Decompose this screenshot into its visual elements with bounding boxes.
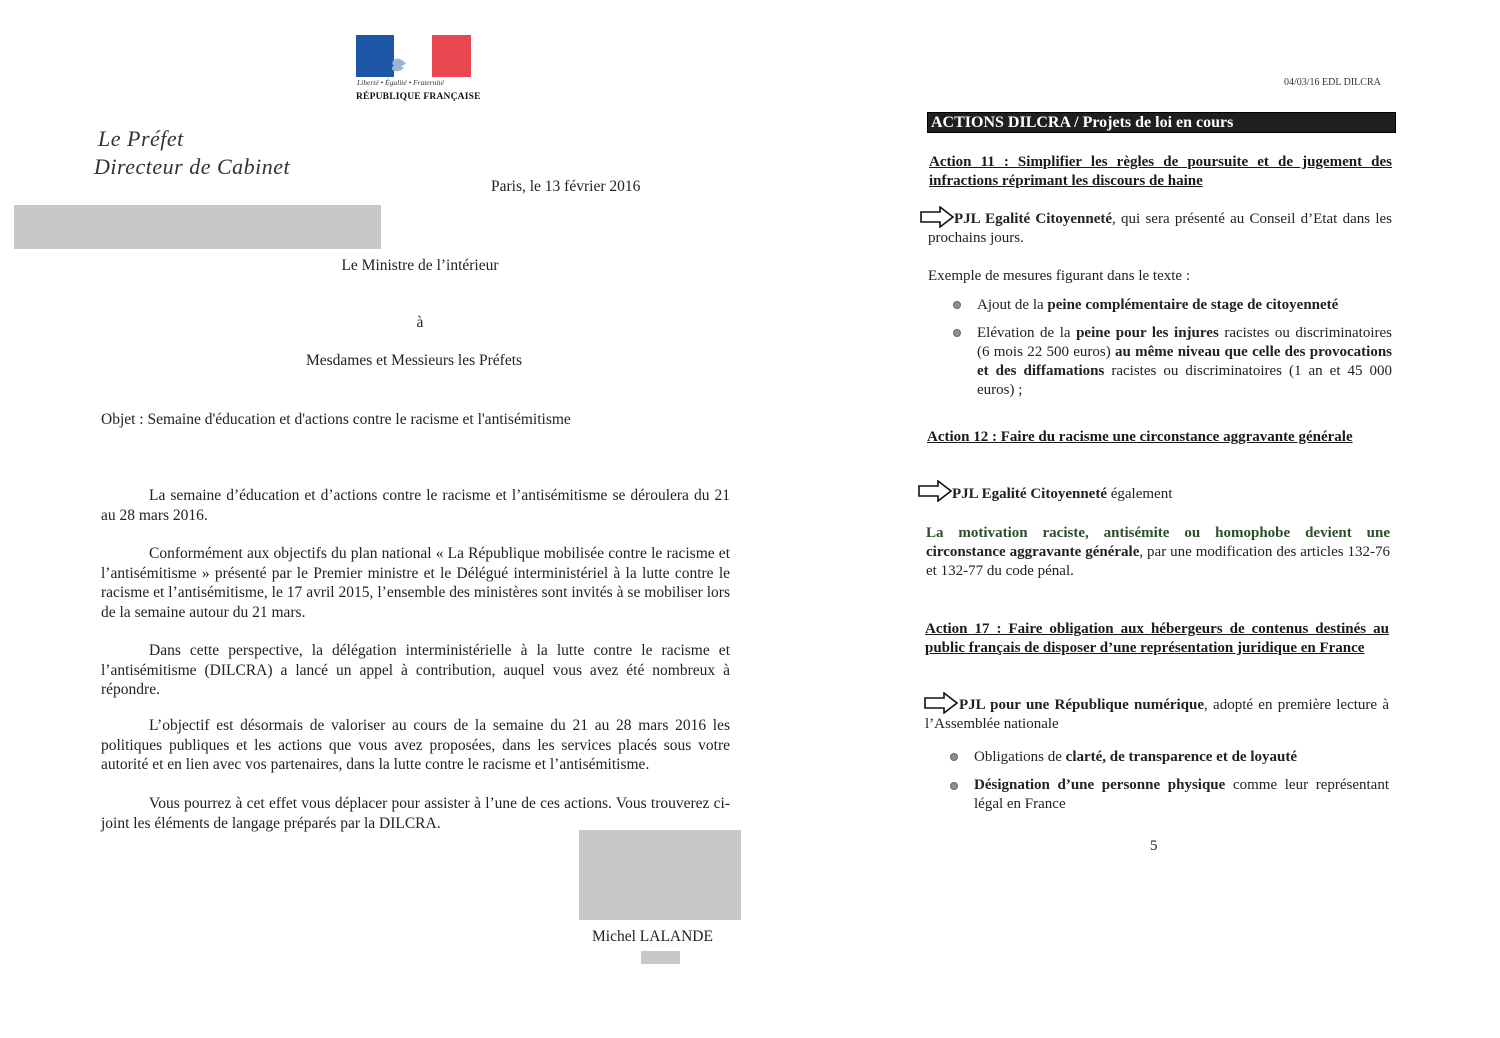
action-11-b2-end: racistes ou discriminatoires (1 an et 45 000 euros) ;: [977, 363, 1392, 398]
action-17-bullet-1: [974, 748, 1389, 767]
action-11-b2-mid1: racistes ou discriminatoires (6 mois 22 500 euros): [977, 325, 1393, 360]
section-header: ACTIONS DILCRA / Projets de loi en cours: [927, 112, 1396, 133]
action-17-b2-bold: Désignation d’une personne physique: [974, 777, 1226, 793]
redacted-signature: [579, 830, 741, 920]
marianne-flag-icon: [356, 35, 471, 77]
to-line: Mesdames et Messieurs les Préfets: [305, 352, 523, 369]
action-11-pjl-bold: PJL Egalité Citoyenneté: [954, 211, 1113, 227]
action-17-bullet-2: [974, 776, 1389, 814]
from-line: Le Ministre de l’intérieur: [341, 257, 499, 274]
paragraph-3: Dans cette perspective, la délégation interministérielle à la lutte contre le racisme et l’antisémitisme (DILCRA) a lancé un appel à contribution, auquel vous avez été nombreux à répondre.: [101, 642, 730, 698]
action-11-b2-bold1: peine pour les injures: [1076, 325, 1219, 341]
sender-line1: Le Préfet: [98, 126, 184, 151]
action-12-pjl-bold: PJL Egalité Citoyenneté: [952, 486, 1107, 502]
action-12-pjl-rest: également: [1106, 486, 1173, 502]
action-11-b2-pre: Elévation de la: [977, 325, 1077, 341]
action-11-bullet-2: [977, 324, 1392, 400]
action-11-pjl-rest: , qui sera présenté au Conseil d’Etat dans les prochains jours.: [928, 211, 1392, 246]
action-11-example-intro: Exemple de mesures figurant dans le texte :: [928, 268, 1190, 284]
action-11-b1-pre: Ajout de la: [977, 297, 1048, 313]
republique-francaise-logo: [355, 35, 481, 107]
action-17-b1-pre: Obligations de: [974, 749, 1066, 765]
action-17-b1-bold: clarté, de transparence et de loyauté: [1065, 749, 1297, 765]
a-line: à: [416, 314, 424, 331]
logo-motto: Liberté • Égalité • Fraternité: [357, 78, 444, 87]
arrow-right-icon: [918, 480, 952, 502]
redacted-initials: [641, 951, 680, 964]
action-11-pjl: [928, 210, 1392, 248]
action-17-pjl-bold: PJL pour une République numérique: [959, 697, 1205, 713]
redacted-recipient-block: [14, 205, 381, 249]
action-17-pjl-rest: , adopté en première lecture à l’Assemblée nationale: [925, 697, 1389, 732]
action-12-rest: , par une modification des articles 132-76 et 132-77 du code pénal.: [926, 544, 1390, 579]
paragraph-1: La semaine d’éducation et d’actions contre le racisme et l’antisémitisme se déroulera du 21 au 28 mars 2016.: [101, 487, 730, 524]
bullet-icon: [953, 301, 961, 309]
bullet-icon: [950, 753, 958, 761]
bullet-icon: [953, 329, 961, 337]
paragraph-2: Conformément aux objectifs du plan national « La République mobilisée contre le racisme et l’antisémitisme » présenté par le Premier ministre et le Délégué interministériel à la lutte contre le racisme et l’antisémitisme, le 17 avril 2015, l’ensemble des ministères sont invités à se mobiliser lors de la semaine autour du 21 mars.: [101, 545, 730, 621]
action-17-title: Action 17 : Faire obligation aux hébergeurs de contenus destinés au public français de disposer d’une représentation juridique en France: [925, 621, 1389, 656]
bullet-icon: [950, 782, 958, 790]
logo-republique: RÉPUBLIQUE FRANÇAISE: [356, 92, 481, 102]
action-17-pjl: [925, 696, 1389, 734]
signatory-name: Michel LALANDE: [592, 928, 713, 945]
action-12-bold: circonstance aggravante générale: [926, 544, 1140, 560]
action-11-title: Action 11 : Simplifier les règles de poursuite et de jugement des infractions réprimant les discours de haine: [929, 154, 1392, 189]
action-11-b1-bold: peine complémentaire de stage de citoyenneté: [1047, 297, 1339, 313]
sender-line2: Directeur de Cabinet: [94, 154, 291, 179]
action-12-pjl: [952, 485, 1172, 504]
action-11-b2-bold2: au même niveau que celle des provocations et des diffamations: [977, 344, 1393, 379]
action-12-title: Action 12 : Faire du racisme une circonstance aggravante générale: [927, 429, 1353, 445]
paragraph-4: L’objectif est désormais de valoriser au cours de la semaine du 21 au 28 mars 2016 les politiques publiques et les actions que vous avez proposées, dans les services placés sous votre autorité et en lien avec vos partenaires, dans la lutte contre le racisme et l’antisémitisme.: [101, 717, 730, 773]
page-number: 5: [1150, 838, 1158, 854]
action-11-bullet-1: [977, 296, 1392, 315]
document-reference: 04/03/16 EDL DILCRA: [1284, 77, 1381, 88]
object-line: Objet : Semaine d'éducation et d'actions contre le racisme et l'antisémitisme: [101, 411, 571, 428]
action-12-green-bold: La motivation raciste, antisémite ou homophobe devient une: [926, 525, 1390, 541]
action-12-paragraph: [926, 524, 1390, 581]
action-17-b2-rest: comme leur représentant légal en France: [974, 777, 1389, 812]
place-date: Paris, le 13 février 2016: [491, 178, 641, 195]
paragraph-5: Vous pourrez à cet effet vous déplacer pour assister à l’une de ces actions. Vous trouverez ci-joint les éléments de langage préparés par la DILCRA.: [101, 795, 730, 832]
